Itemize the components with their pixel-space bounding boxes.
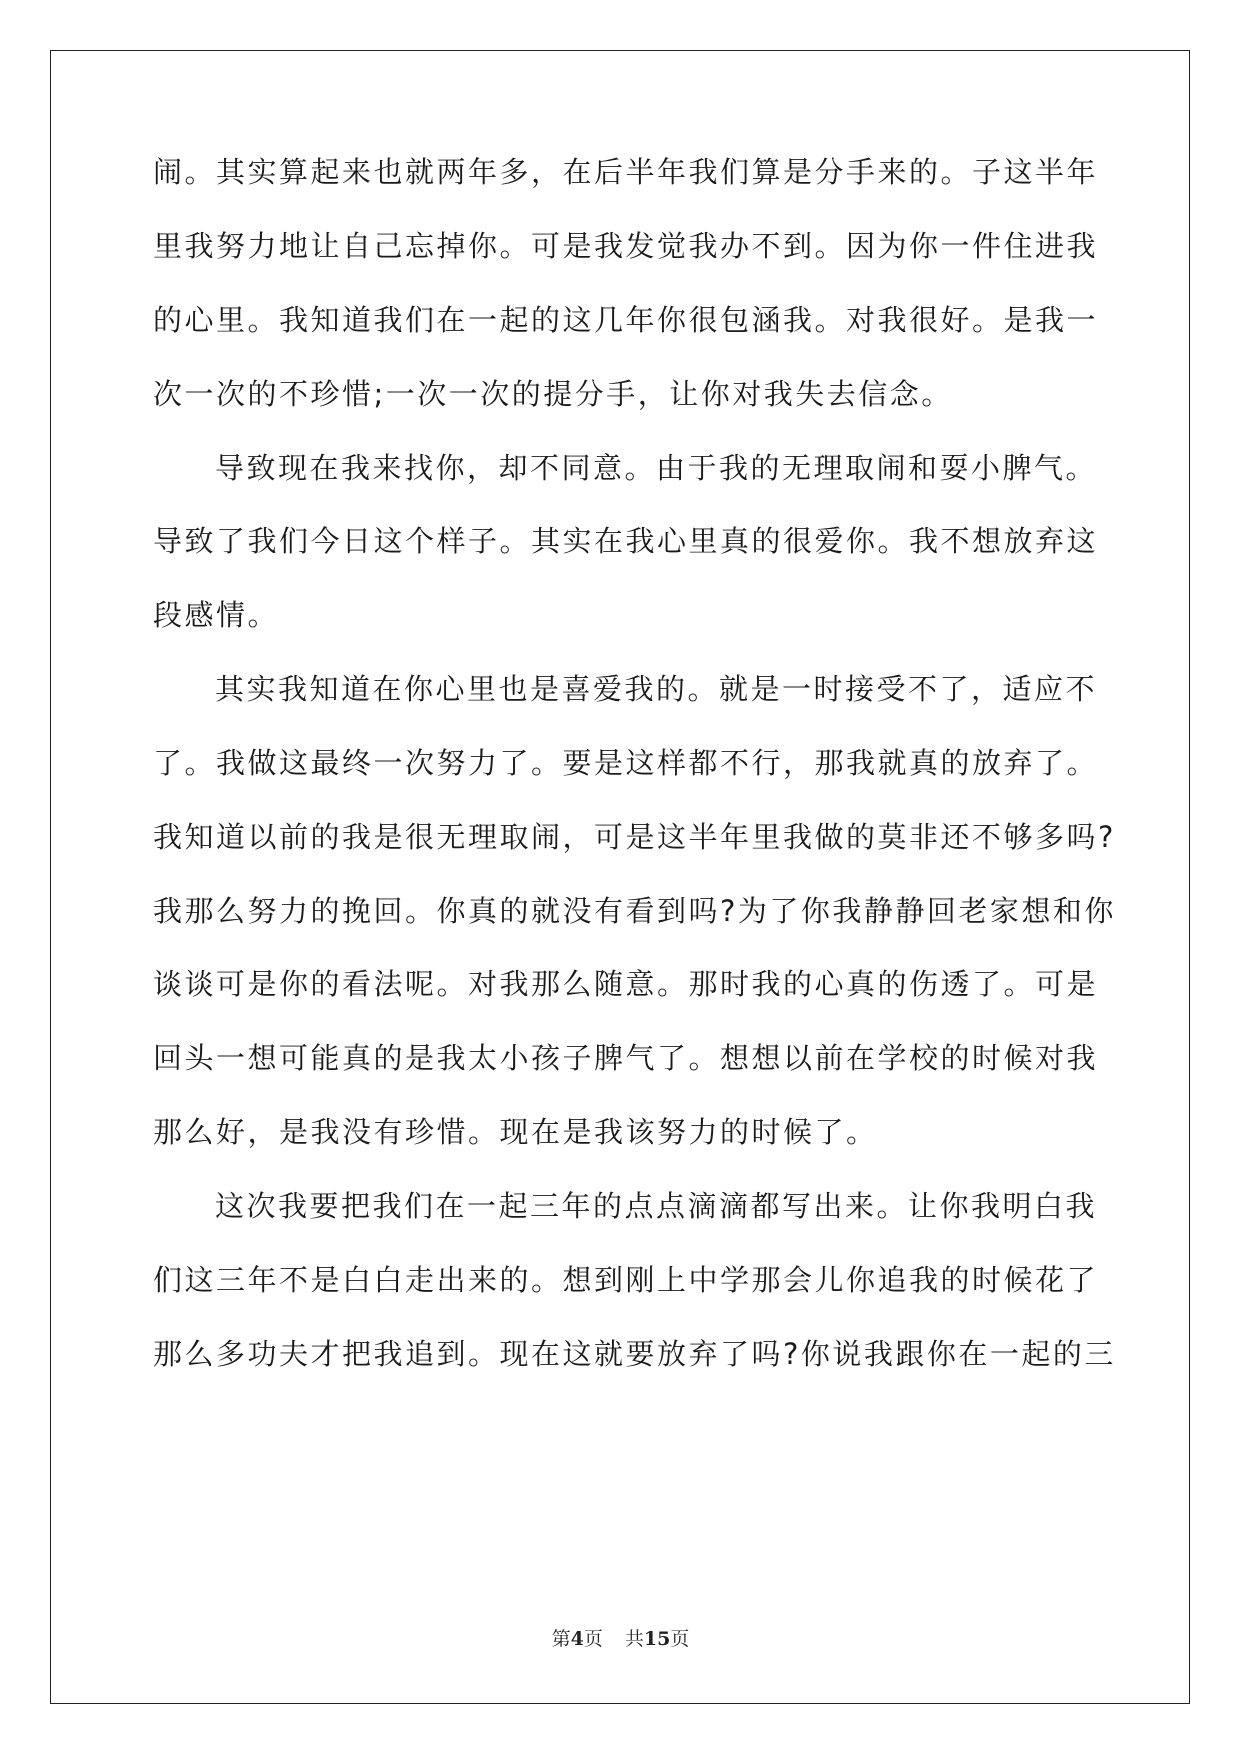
text-line: 我那么努力的挽回。你真的就没有看到吗?为了你我静静回老家想和你: [153, 894, 1116, 928]
total-pages: 15: [643, 1628, 671, 1650]
text-line: 那么多功夫才把我追到。现在这就要放弃了吗?你说我跟你在一起的三: [153, 1337, 1116, 1371]
page-border: [50, 50, 1190, 1704]
text-line: 我知道以前的我是很无理取闹，可是这半年里我做的莫非还不够多吗?: [153, 820, 1116, 854]
text-line: 的心里。我知道我们在一起的这几年你很包涵我。对我很好。是我一: [153, 303, 1099, 337]
text-line: 里我努力地让自己忘掉你。可是我发觉我办不到。因为你一件住进我: [153, 229, 1099, 263]
text-line: 们这三年不是白白走出来的。想到刚上中学那会儿你追我的时候花了: [153, 1263, 1099, 1297]
total-suffix: 页: [670, 1628, 690, 1650]
text-line: 次一次的不珍惜;一次一次的提分手，让你对我失去信念。: [153, 377, 953, 411]
text-line: 回头一想可能真的是我太小孩子脾气了。想想以前在学校的时候对我: [153, 1041, 1099, 1075]
paragraph-start-line: 导致现在我来找你，却不同意。由于我的无理取闹和耍小脾气。: [215, 451, 1098, 485]
text-line: 那么好，是我没有珍惜。现在是我该努力的时候了。: [153, 1115, 878, 1149]
text-line: 闹。其实算起来也就两年多，在后半年我们算是分手来的。子这半年: [153, 155, 1099, 189]
text-line: 导致了我们今日这个样子。其实在我心里真的很爱你。我不想放弃这: [153, 524, 1099, 558]
page-prefix: 第: [551, 1628, 571, 1650]
total-prefix: 共: [624, 1628, 644, 1650]
page-footer: [0, 1624, 1241, 1651]
text-line: 了。我做这最终一次努力了。要是这样都不行，那我就真的放弃了。: [153, 746, 1099, 780]
text-line: 谈谈可是你的看法呢。对我那么随意。那时我的心真的伤透了。可是: [153, 967, 1099, 1001]
paragraph-start-line: 其实我知道在你心里也是喜爱我的。就是一时接受不了，适应不: [215, 672, 1098, 706]
text-line: 段感情。: [153, 598, 280, 632]
page-suffix: 页: [583, 1628, 603, 1650]
page-number: 4: [570, 1628, 584, 1650]
paragraph-start-line: 这次我要把我们在一起三年的点点滴滴都写出来。让你我明白我: [215, 1189, 1098, 1223]
